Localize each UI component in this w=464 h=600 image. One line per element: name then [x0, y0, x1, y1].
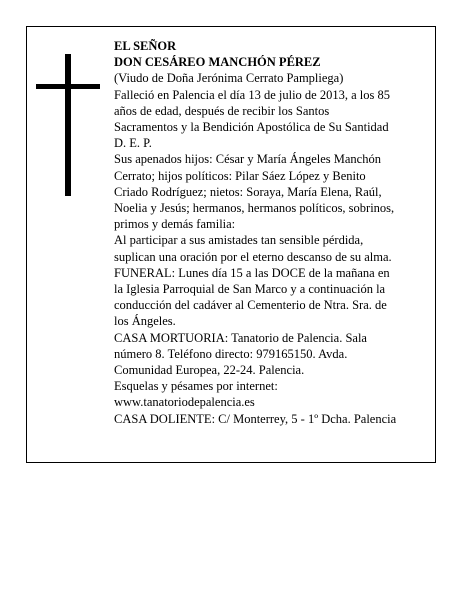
body-line-family: Criado Rodríguez; nietos: Soraya, María Elena, Raúl,	[114, 184, 382, 199]
body-line-funeral: los Ángeles.	[114, 314, 176, 329]
body-line-prayer: suplican una oración por el eterno descanso de su alma.	[114, 249, 392, 264]
body-line: Falleció en Palencia el día 13 de julio de 2013, a los 85	[114, 87, 390, 102]
heading-line-title: EL SEÑOR	[114, 39, 177, 53]
website-link[interactable]: www.tanatoriodepalencia.es	[114, 395, 255, 410]
heading-line-name: DON CESÁREO MANCHÓN PÉREZ	[114, 55, 321, 70]
body-line-home-address: CASA DOLIENTE: C/ Monterrey, 5 - 1º Dcha. Palencia	[114, 411, 397, 426]
body-line-family: Sus apenados hijos: César y María Ángeles Manchón	[114, 152, 381, 167]
body-line: Sacramentos y la Bendición Apostólica de Su Santidad	[114, 120, 389, 135]
body-line-family: Noelia y Jesús; hermanos, hermanos políticos, sobrinos,	[114, 201, 395, 216]
body-line-mortuary: Comunidad Europea, 22-24. Palencia.	[114, 363, 305, 378]
body-line-funeral: conducción del cadáver al Cementerio de Ntra. Sra. de	[114, 298, 387, 313]
body-line-internet: Esquelas y pésames por internet:	[114, 379, 278, 394]
body-line-prayer: Al participar a sus amistades tan sensible pérdida,	[114, 233, 364, 248]
body-line-funeral: FUNERAL: Lunes día 15 a las DOCE de la mañana en	[114, 265, 390, 280]
latin-cross-icon	[36, 54, 100, 196]
body-line: años de edad, después de recibir los Santos	[114, 103, 330, 118]
body-line-mortuary: número 8. Teléfono directo: 979165150. Avda.	[114, 346, 348, 361]
body-line-widower: (Viudo de Doña Jerónima Cerrato Pampliega)	[114, 71, 344, 86]
body-line-dep: D. E. P.	[114, 136, 152, 151]
obituary-text	[114, 38, 430, 427]
body-line-mortuary: CASA MORTUORIA: Tanatorio de Palencia. Sala	[114, 330, 367, 345]
cross-horizontal-bar	[36, 84, 100, 89]
cross-vertical-bar	[65, 54, 71, 196]
body-line-family: primos y demás familia:	[114, 217, 236, 232]
body-line-family: Cerrato; hijos políticos: Pilar Sáez López y Benito	[114, 168, 366, 183]
body-line-funeral: la Iglesia Parroquial de San Marco y a continuación la	[114, 282, 386, 297]
